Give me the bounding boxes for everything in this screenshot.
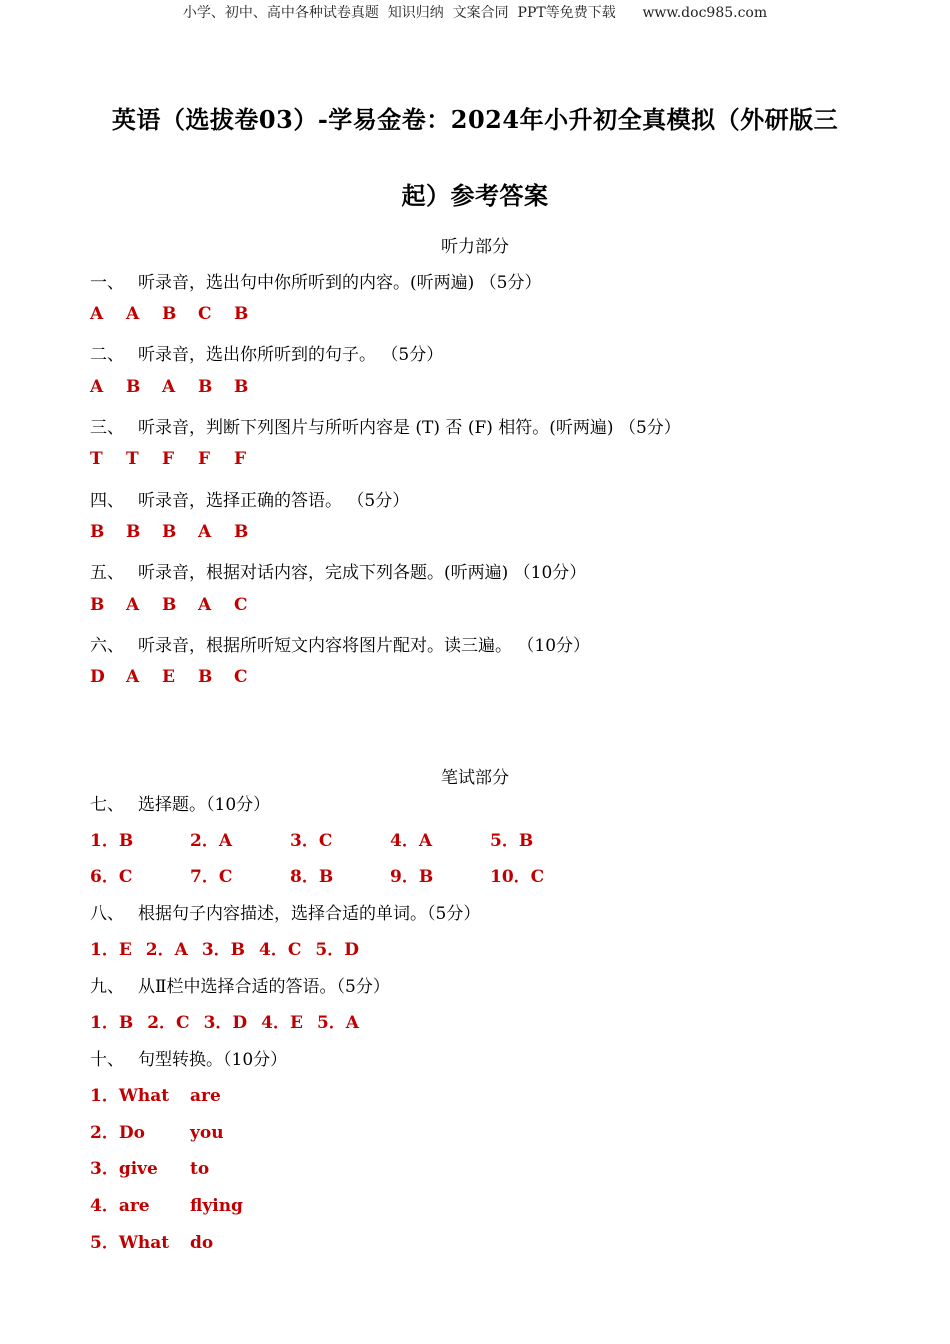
answer-row-10-5 (90, 1228, 213, 1253)
question-number: 一、 (90, 273, 124, 293)
question-text: 听录音，选出你所听到的句子。 （5分） (138, 345, 444, 365)
answer: 2．C (147, 1013, 190, 1033)
answer: 4．are (90, 1196, 150, 1216)
answer: 1．What (90, 1086, 170, 1106)
question-text: 听录音，选择正确的答语。 （5分） (138, 491, 410, 511)
answer-row-10-3 (90, 1154, 209, 1179)
answer: 3．B (201, 940, 246, 960)
answer: B (126, 522, 141, 542)
answer: D (90, 667, 105, 687)
answer: E (162, 667, 175, 687)
answer-row-5 (90, 595, 270, 615)
answer: B (234, 377, 249, 397)
question-1 (90, 268, 541, 293)
answer: 4．C (259, 940, 302, 960)
question-number: 五、 (90, 563, 124, 583)
question-4 (90, 486, 409, 511)
answer: A (126, 595, 140, 615)
answer: C (234, 667, 248, 687)
question-text: 听录音，根据对话内容，完成下列各题。(听两遍) （10分） (138, 563, 587, 583)
answer: 4．A (390, 831, 433, 851)
question-text: 听录音，选出句中你所听到的内容。(听两遍) （5分） (138, 273, 542, 293)
answer: A (90, 304, 104, 324)
answer-row-9 (90, 1008, 373, 1033)
answer: 9．B (390, 867, 434, 887)
answer: 5．B (490, 831, 534, 851)
answer: B (162, 595, 177, 615)
question-number: 三、 (90, 418, 124, 438)
answer-row-2 (90, 377, 270, 397)
question-5 (90, 558, 586, 583)
answer: 2．A (190, 831, 233, 851)
answer-row-10-2 (90, 1118, 224, 1143)
answer: 8．B (290, 867, 334, 887)
answer: B (162, 304, 177, 324)
answer-row-10-4 (90, 1191, 243, 1216)
answer: A (90, 377, 104, 397)
answer: F (234, 449, 247, 469)
question-text: 根据句子内容描述，选择合适的单词。（5分） (138, 904, 481, 924)
answer: 1．B (90, 831, 134, 851)
answer: B (126, 377, 141, 397)
answer-row-7a (90, 826, 590, 851)
doc-title-line2: 起）参考答案 (401, 181, 549, 210)
question-7 (90, 790, 270, 815)
answer: 10．C (490, 867, 545, 887)
question-number: 二、 (90, 345, 124, 365)
listening-heading: 听力部分 (441, 237, 509, 257)
doc-title-line1: 英语（选拔卷03）-学易金卷：2024年小升初全真模拟（外研版三 (111, 105, 839, 134)
answer: 6．C (90, 867, 133, 887)
question-2 (90, 340, 443, 365)
answer: 5．What (90, 1233, 170, 1253)
question-text: 从Ⅱ栏中选择合适的答语。（5分） (138, 977, 390, 997)
answer: T (90, 449, 103, 469)
answer: 2．A (145, 940, 188, 960)
answer: B (198, 667, 213, 687)
writing-heading: 笔试部分 (441, 768, 509, 788)
question-3 (90, 413, 681, 438)
question-text: 听录音，判断下列图片与所听内容是 (T) 否 (F) 相符。(听两遍) （5分） (138, 418, 681, 438)
answer: A (198, 522, 212, 542)
answer: to (190, 1159, 210, 1179)
answer: 3．C (290, 831, 333, 851)
answer: flying (190, 1196, 243, 1216)
question-number: 十、 (90, 1050, 124, 1070)
question-number: 七、 (90, 795, 124, 815)
answer-row-1 (90, 304, 270, 324)
question-10 (90, 1045, 287, 1070)
answer: C (198, 304, 212, 324)
answer-row-4 (90, 522, 270, 542)
answer: T (126, 449, 139, 469)
answer: A (126, 667, 140, 687)
question-6 (90, 631, 590, 656)
answer: B (234, 522, 249, 542)
answer-row-6 (90, 667, 270, 687)
answer: 3．D (203, 1013, 248, 1033)
answer: B (198, 377, 213, 397)
answer: 1．B (90, 1013, 134, 1033)
answer: 3．give (90, 1159, 158, 1179)
answer: C (234, 595, 248, 615)
question-number: 六、 (90, 636, 124, 656)
answer: F (162, 449, 175, 469)
question-text: 句型转换。（10分） (138, 1050, 288, 1070)
question-text: 选择题。（10分） (138, 795, 271, 815)
answer: do (190, 1233, 214, 1253)
answer: A (162, 377, 176, 397)
question-number: 八、 (90, 904, 124, 924)
answer-row-10-1 (90, 1081, 221, 1106)
answer: B (162, 522, 177, 542)
answer: F (198, 449, 211, 469)
answer: B (90, 595, 105, 615)
answer: B (234, 304, 249, 324)
question-number: 九、 (90, 977, 124, 997)
question-text: 听录音，根据所听短文内容将图片配对。读三遍。 （10分） (138, 636, 591, 656)
question-number: 四、 (90, 491, 124, 511)
answer: you (190, 1123, 224, 1143)
answer: 7．C (190, 867, 233, 887)
question-8 (90, 899, 480, 924)
answer: B (90, 522, 105, 542)
answer-row-3 (90, 449, 270, 469)
question-9 (90, 972, 390, 997)
answer: 2．Do (90, 1123, 145, 1143)
answer: 4．E (261, 1013, 303, 1033)
answer: A (126, 304, 140, 324)
answer: 1．E (90, 940, 132, 960)
answer: are (190, 1086, 221, 1106)
answer-row-7b (90, 862, 590, 887)
answer: 5．A (316, 1013, 359, 1033)
answer-row-8 (90, 935, 373, 960)
page-header: 小学、初中、高中各种试卷真题 知识归纳 文案合同 PPT等免费下载 www.doc985.com (182, 5, 768, 21)
answer: 5．D (315, 940, 359, 960)
answer: A (198, 595, 212, 615)
